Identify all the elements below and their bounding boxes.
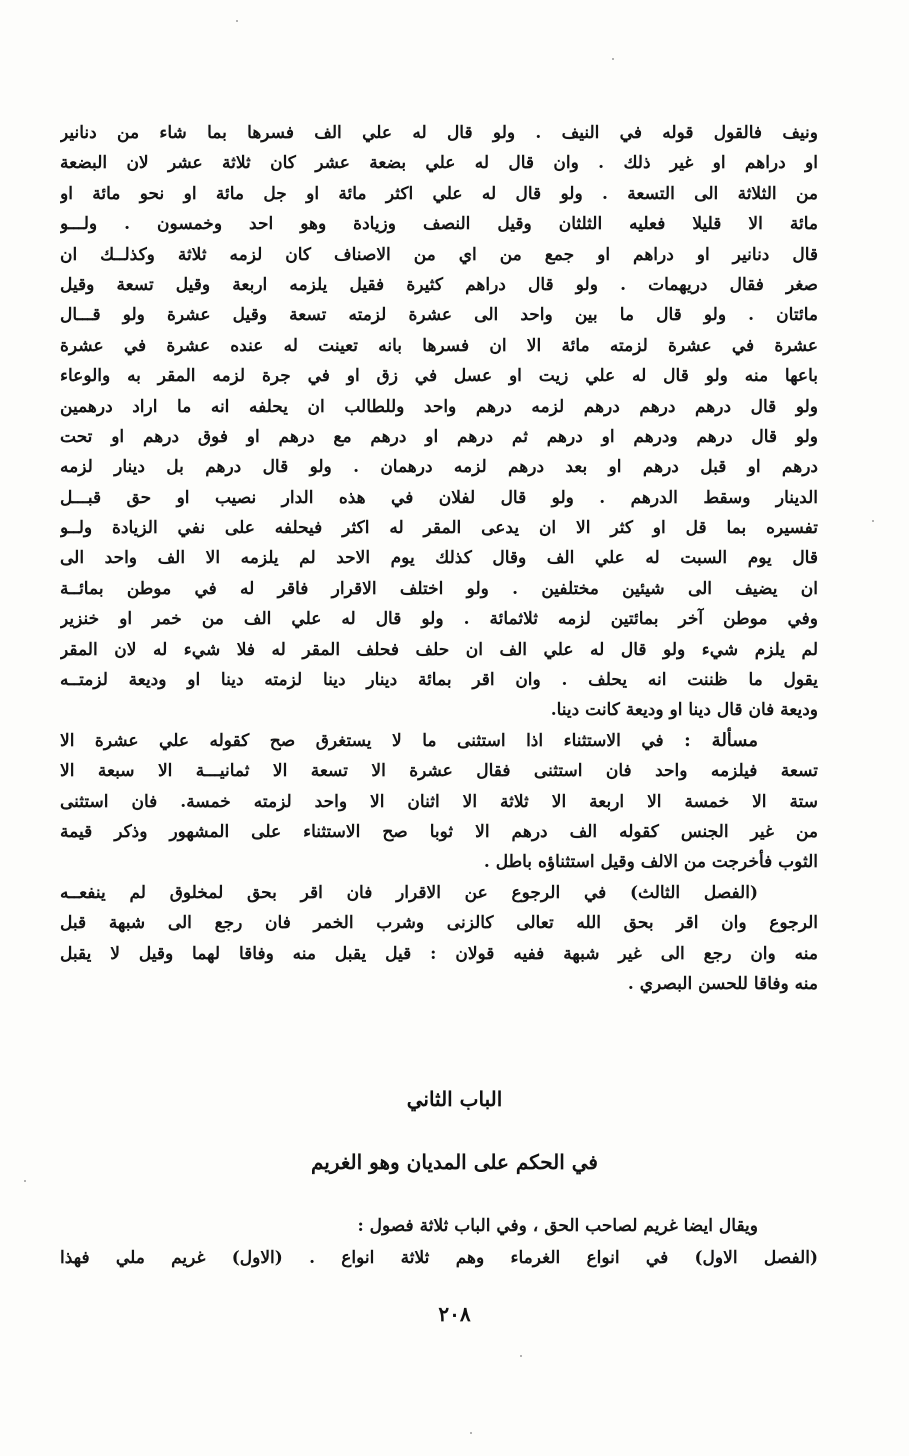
masala-heading-line: [60, 726, 818, 756]
text-line: ان يضيف الى شيئين مختلفين . ولو اختلف الاقرار فاقر له في موطن بمائــة: [60, 578, 818, 599]
text-line: قال دنانير او دراهم او جمع من اي من الاصناف كان لزمه ثلاثة وكذلــك ان: [60, 244, 818, 265]
text-line: ستة الا خمسة الا اربعة الا ثلاثة الا اثنان الا واحد لزمته خمسة. فان استثنى: [60, 791, 818, 812]
scan-speck: [470, 1432, 472, 1434]
text-line: يقول ما ظننت انه يحلف . وان اقر بمائة دينار دينا لزمته دينا او وديعة لزمتــه: [60, 670, 818, 691]
text-line: لم يلزم شيء ولو قال له علي الف ان حلف فحلف المقر له فلا شيء له لان المقر: [60, 639, 818, 660]
chapter-title: الباب الثاني: [406, 1087, 503, 1111]
text-line: ولو قال درهم ودرهم او درهم ثم درهم او درهم مع درهم او فوق درهم او تحت: [60, 426, 818, 447]
scan-speck: [520, 1355, 522, 1357]
text-line: من الثلاثة الى التسعة . ولو قال له علي اكثر مائة او جل مائة او نحو مائة او: [60, 183, 818, 204]
text-line: (الفصل الاول) في انواع الغرماء وهم ثلاثة انواع . (الاول) غريم ملي فهذا: [60, 1248, 818, 1268]
text-line: صغر فقال دريهمات . ولو قال دراهم كثيرة فقيل يلزمه اربعة وقيل تسعة وقيل: [60, 274, 818, 295]
text-line: ولو قال درهم درهم درهم لزمه درهم واحد وللطالب ان يحلفه انه ما اراد درهمين: [60, 396, 818, 417]
masala-keyword: مسألة :: [684, 729, 758, 751]
scan-speck: [872, 520, 874, 522]
text-line: باعها منه ولو قال له علي زيت او عسل في زق او في جرة لزمه المقر به والوعاء: [60, 366, 818, 387]
text-line: منه وان رجع الى غير شبهة ففيه قولان : قيل يقبل منه وفاقا لهما وقيل لا يقبل: [60, 943, 818, 964]
chapter-intro-text: [60, 1210, 818, 1274]
text-line: قال يوم السبت له علي الف وقال كذلك يوم الاحد لم يلزمه الا الف واحد الى: [60, 548, 818, 569]
section-heading-line: (الفصل الثالث) في الرجوع عن الاقرار فان اقر بحق لمخلوق لم ينفعــه: [60, 882, 758, 903]
text-line: منه وفاقا للحسن البصري .: [627, 973, 818, 994]
scan-speck: [612, 58, 614, 60]
text-line: من غير الجنس كقوله الف درهم الا ثوبا صح الاستثناء على المشهور وذكر قيمة: [60, 821, 818, 842]
text-line: الثوب فأخرجت من الالف وقيل استثناؤه باطل .: [483, 852, 818, 873]
text-line: وديعة فان قال دينا او وديعة كانت دينا.: [550, 700, 818, 721]
text-line: تفسيره بما قل او كثر الا ان يدعى المقر له اكثر فيحلفه على نفي الزيادة ولــو: [60, 518, 818, 539]
scan-speck: [24, 1180, 26, 1182]
text-line: الدينار وسقط الدرهم . ولو قال لفلان في هذه الدار نصيب او حق قبـــل: [60, 487, 818, 508]
text-line: تسعة فيلزمه واحد فان استثنى فقال عشرة الا تسعة الا ثمانيـــة الا سبعة الا: [60, 761, 818, 782]
text-line: وفي موطن آخر بمائتين لزمه ثلاثمائة . ولو قال له علي الف من خمر او خنزير: [60, 609, 818, 630]
chapter-subtitle: في الحكم على المديان وهو الغريم: [311, 1150, 598, 1174]
text-line: مائتان . ولو قال ما بين واحد الى عشرة لزمته تسعة وقيل عشرة ولو قـــال: [60, 305, 818, 326]
text-line: ونيف فالقول قوله في النيف . ولو قال له علي الف فسرها بما شاء من دنانير: [60, 123, 818, 143]
text-line: مائة الا قليلا فعليه الثلثان وقيل النصف وزيادة وهو احد وخمسون . ولـــو: [60, 214, 818, 235]
scan-speck: [236, 20, 238, 22]
page-number: ٢٠٨: [438, 1302, 471, 1326]
main-text-block: [60, 118, 818, 999]
text-line: درهم او قبل درهم او بعد درهم لزمه درهمان . ولو قال درهم بل دينار لزمه: [60, 457, 818, 478]
masala-line-text: في الاستثناء اذا استثنى ما لا يستغرق صح كقوله علي عشرة الا: [60, 730, 664, 751]
text-line: او دراهم او غير ذلك . وان قال له علي بضعة عشر كان ثلاثة عشر لان البضعة: [60, 153, 818, 174]
text-line: ويقال ايضا غريم لصاحب الحق ، وفي الباب ثلاثة فصول :: [357, 1216, 758, 1236]
text-line: الرجوع وان اقر بحق الله تعالى كالزنى وشرب الخمر فان رجع الى شبهة قبل: [60, 913, 818, 934]
text-line: عشرة في عشرة لزمته مائة الا ان فسرها بانه تعينت له عنده عشرة في عشرة: [60, 335, 818, 356]
